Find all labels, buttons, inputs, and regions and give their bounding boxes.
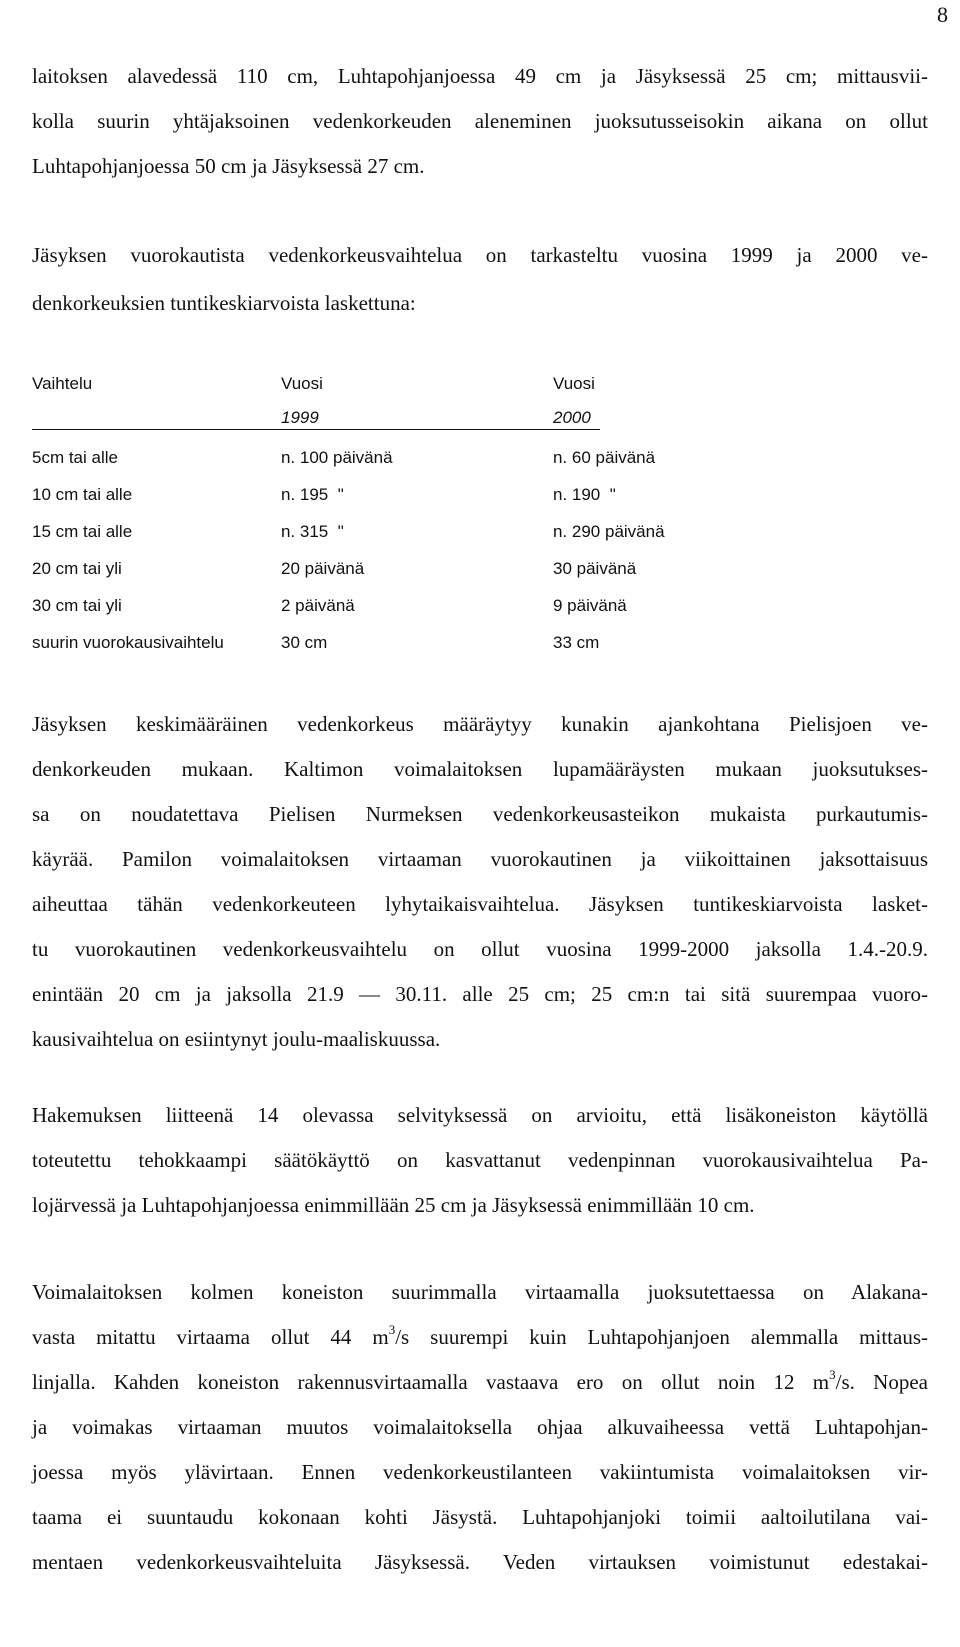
text-line: denkorkeuksien tuntikeskiarvoista laskettuna:	[32, 291, 416, 315]
text-segment: /s suurempi kuin Luhtapohjanjoen alemmalla mittaus-	[395, 1325, 928, 1349]
table-row	[32, 520, 732, 557]
cell-2000: n. 60 päivänä	[553, 448, 656, 467]
table-row	[32, 594, 732, 631]
cell-1999: 2 päivänä	[281, 596, 355, 615]
text-line-with-superscript	[32, 1360, 928, 1405]
paragraph-2	[32, 231, 928, 327]
text-line: taama ei suuntaudu kokonaan kohti Jäsystä. Luhtapohjanjoki toimii aaltoilutilana vai-	[32, 1505, 928, 1529]
paragraph-3	[32, 702, 928, 1062]
year-1999: 1999	[281, 408, 319, 427]
column-header-vuosi-2: Vuosi	[553, 374, 595, 393]
text-line: kolla suurin yhtäjaksoinen vedenkorkeuden aleneminen juoksutusseisokin aikana on ollut	[32, 109, 928, 133]
table-row	[32, 631, 732, 668]
text-segment: linjalla. Kahden koneiston rakennusvirtaamalla vastaava ero on ollut noin 12 m	[32, 1370, 830, 1394]
cell-2000: n. 290 päivänä	[553, 522, 665, 541]
cell-1999: n. 195 "	[281, 485, 344, 504]
paragraph-1	[32, 54, 928, 189]
text-line: tu vuorokautinen vedenkorkeusvaihtelu on ollut vuosina 1999-2000 jaksolla 1.4.-20.9.	[32, 937, 928, 961]
table-row	[32, 483, 732, 520]
cell-2000: n. 190 "	[553, 485, 616, 504]
row-label: 15 cm tai alle	[32, 522, 133, 541]
text-line: mentaen vedenkorkeusvaihteluita Jäsyksessä. Veden virtauksen voimistunut edestakai-	[32, 1550, 928, 1574]
row-label: 30 cm tai yli	[32, 596, 122, 615]
table-header-row	[32, 372, 732, 429]
text-line: denkorkeuden mukaan. Kaltimon voimalaitoksen lupamääräysten mukaan juoksutukses-	[32, 757, 928, 781]
text-line: ja voimakas virtaaman muutos voimalaitoksella ohjaa alkuvaiheessa vettä Luhtapohjan-	[32, 1415, 928, 1439]
text-segment: vasta mitattu virtaama ollut 44 m	[32, 1325, 389, 1349]
text-line: Jäsyksen keskimääräinen vedenkorkeus määräytyy kunakin ajankohtana Pielisjoen ve-	[32, 712, 928, 736]
superscript: 3	[829, 1367, 836, 1382]
cell-1999: 30 cm	[281, 633, 328, 652]
column-header-vaihtelu: Vaihtelu	[32, 374, 93, 393]
cell-1999: 20 päivänä	[281, 559, 365, 578]
year-2000: 2000	[553, 408, 591, 427]
text-line: toteutettu tehokkaampi säätökäyttö on kasvattanut vedenpinnan vuorokausivaihtelua Pa-	[32, 1148, 928, 1172]
text-segment: /s. Nopea	[835, 1370, 928, 1394]
cell-1999: n. 100 päivänä	[281, 448, 393, 467]
text-line: kausivaihtelua on esiintynyt joulu-maaliskuussa.	[32, 1027, 441, 1051]
column-header-vuosi-1: Vuosi	[281, 374, 323, 393]
row-label: 5cm tai alle	[32, 448, 118, 467]
text-line: sa on noudatettava Pielisen Nurmeksen vedenkorkeusasteikon mukaista purkautumis-	[32, 802, 928, 826]
text-line: laitoksen alavedessä 110 cm, Luhtapohjanjoessa 49 cm ja Jäsyksessä 25 cm; mittausvii-	[32, 64, 928, 88]
cell-2000: 9 päivänä	[553, 596, 627, 615]
cell-1999: n. 315 "	[281, 522, 344, 541]
text-line: enintään 20 cm ja jaksolla 21.9 — 30.11. alle 25 cm; 25 cm:n tai sitä suurempaa vuoro-	[32, 982, 928, 1006]
water-level-variation-table	[32, 372, 732, 668]
text-line: aiheuttaa tähän vedenkorkeuteen lyhytaikaisvaihtelua. Jäsyksen tuntikeskiarvoista lasket-	[32, 892, 928, 916]
cell-2000: 33 cm	[553, 633, 600, 652]
row-label: suurin vuorokausivaihtelu	[32, 633, 224, 652]
text-line-with-superscript	[32, 1315, 928, 1360]
text-line: Voimalaitoksen kolmen koneiston suurimmalla virtaamalla juoksutettaessa on Alakana-	[32, 1280, 928, 1304]
text-line: lojärvessä ja Luhtapohjanjoessa enimmillään 25 cm ja Jäsyksessä enimmillään 10 cm.	[32, 1193, 755, 1217]
table-row	[32, 446, 732, 483]
paragraph-4	[32, 1093, 928, 1228]
text-line: käyrää. Pamilon voimalaitoksen virtaaman vuorokautinen ja viikoittainen jaksottaisuus	[32, 847, 928, 871]
text-line: Luhtapohjanjoessa 50 cm ja Jäsyksessä 27 cm.	[32, 154, 425, 178]
text-line: Hakemuksen liitteenä 14 olevassa selvityksessä on arvioitu, että lisäkoneiston käytöllä	[32, 1103, 928, 1127]
table-row	[32, 557, 732, 594]
page-number: 8	[937, 2, 948, 27]
paragraph-5	[32, 1270, 928, 1585]
row-label: 20 cm tai yli	[32, 559, 122, 578]
superscript: 3	[388, 1322, 396, 1337]
text-line: joessa myös ylävirtaan. Ennen vedenkorkeustilanteen vakiintumista voimalaitoksen vir-	[32, 1460, 928, 1484]
text-line: Jäsyksen vuorokautista vedenkorkeusvaihtelua on tarkasteltu vuosina 1999 ja 2000 ve-	[32, 243, 928, 267]
row-label: 10 cm tai alle	[32, 485, 133, 504]
cell-2000: 30 päivänä	[553, 559, 637, 578]
